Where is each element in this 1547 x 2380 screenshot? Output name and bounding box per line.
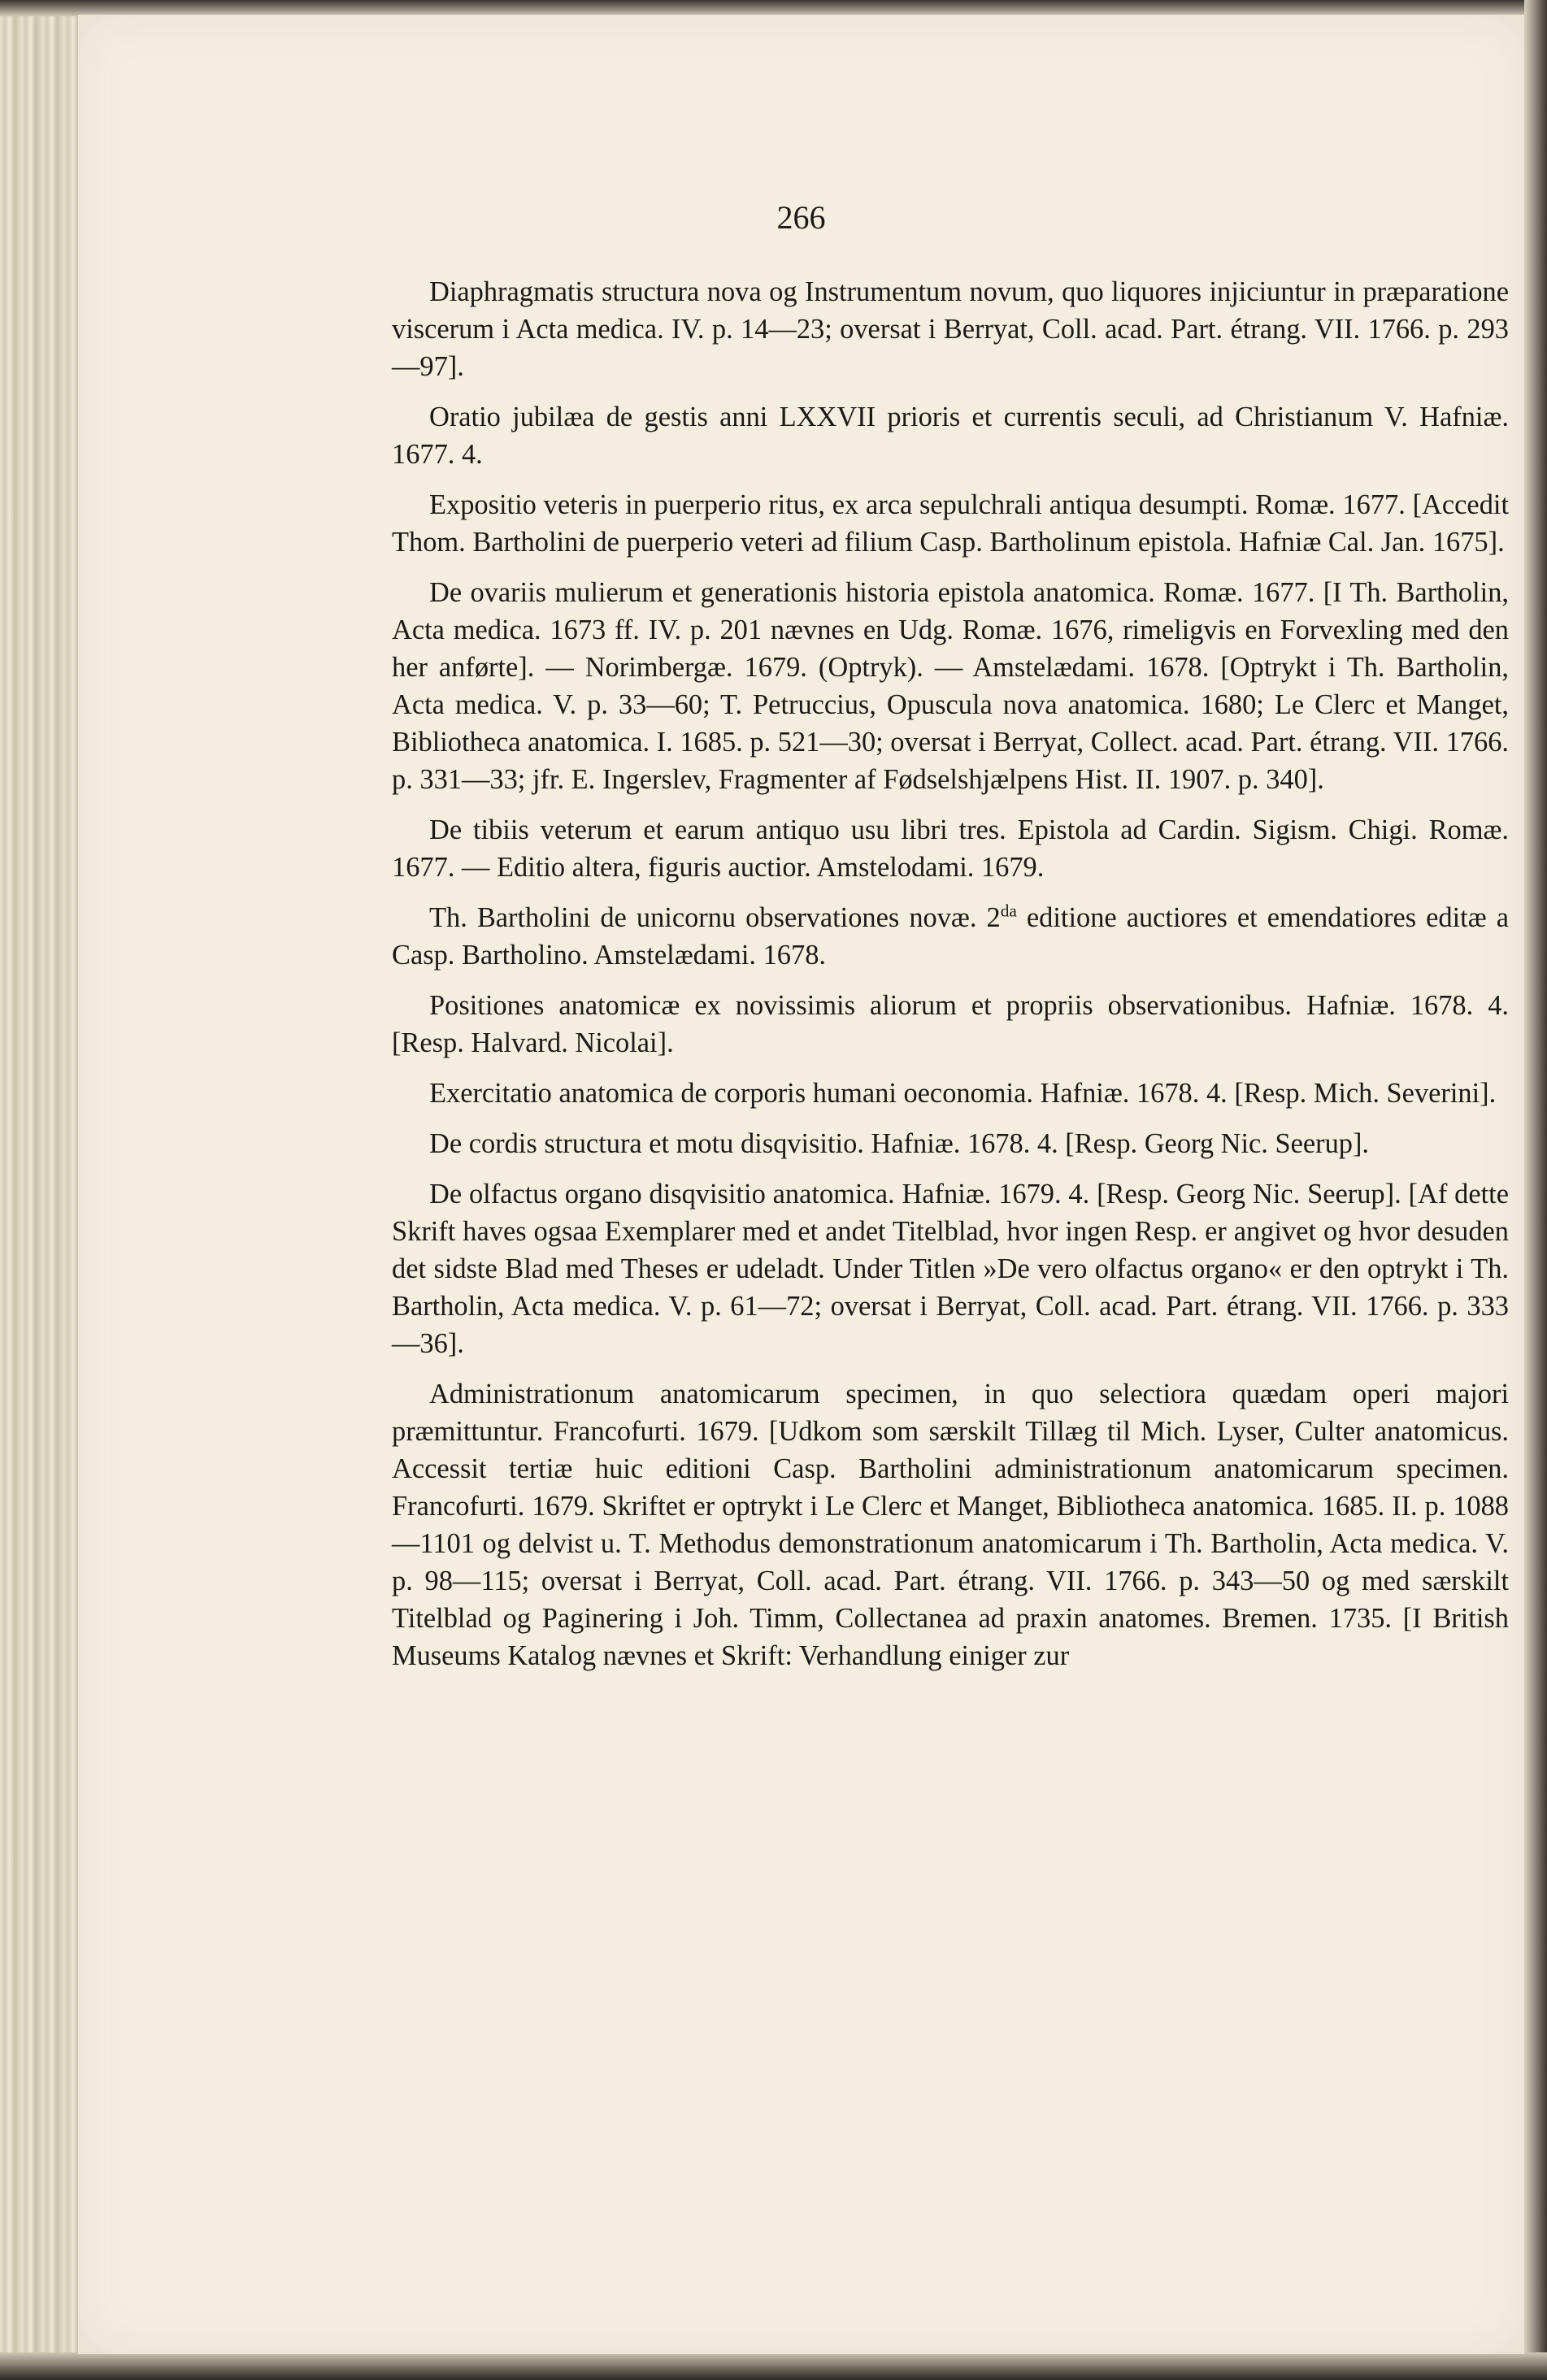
bibliography-entry: De cordis structura et motu disqvisitio. Hafniæ. 1678. 4. [Resp. Georg Nic. Seerup]. [429, 1128, 1370, 1159]
entry-text: Th. Bartholini de unicornu observationes novæ. 2 [429, 902, 1001, 933]
bibliography-entry [392, 899, 1509, 974]
bibliography-entry: Expositio veteris in puerperio ritus, ex arca sepulchrali antiqua desumpti. Romæ. 1677. [Accedit Thom. Bartholini de puerperio veteri ad filium Casp. Bartholinum epistola. Hafniæ Cal. Jan. 1675]. [392, 489, 1509, 558]
bibliography-entry: De ovariis mulierum et generationis historia epistola anatomica. Romæ. 1677. [I Th. Bartholin, Acta medica. 1673 ff. IV. p. 201 nævnes en Udg. Romæ. 1676, rimeligvis en Forvexling med den her anførte]. — Norimbergæ. 1679. (Optryk). — Amstelædami. 1678. [Optrykt i Th. Bartholin, Acta medica. V. p. 33—60; T. Petruccius, Opuscula nova anatomica. 1680; Le Clerc et Manget, Bibliotheca anatomica. I. 1685. p. 521—30; oversat i Berryat, Collect. acad. Part. étrang. VII. 1766. p. 331—33; jfr. E. Ingerslev, Fragmenter af Fødselshjælpens Hist. II. 1907. p. 340]. [392, 577, 1509, 795]
scan-bottom-edge [0, 2352, 1547, 2380]
bibliography-entry: Administrationum anatomicarum specimen, in quo selectiora quædam operi majori præmittuntur. Francofurti. 1679. [Udkom som særskilt Tillæg til Mich. Lyser, Culter anatomicus. Accessit tertiæ huic editioni Casp. Bartholini administrationum anatomicarum specimen. Francofurti. 1679. Skriftet er optrykt i Le Clerc et Manget, Bibliotheca anatomica. 1685. II. p. 1088—1101 og delvist u. T. Methodus demonstrationum anatomicarum i Th. Bartholin, Acta medica. V. p. 98—115; oversat i Berryat, Coll. acad. Part. étrang. VII. 1766. p. 343—50 og med særskilt Titelblad og Paginering i Joh. Timm, Collectanea ad praxin anatomes. Bremen. 1735. [I British Museums Katalog nævnes et Skrift: Verhandlung einiger zur [392, 1379, 1509, 1671]
scan-right-edge [1524, 0, 1547, 2380]
bibliography-entry: Oratio jubilæa de gestis anni LXXVII prioris et currentis seculi, ad Christianum V. Hafniæ. 1677. 4. [392, 402, 1509, 470]
bibliography-entry: De olfactus organo disqvisitio anatomica. Hafniæ. 1679. 4. [Resp. Georg Nic. Seerup]. [Af dette Skrift haves ogsaa Exemplarer med et andet Titelblad, hvor ingen Resp. er angivet og hvor desuden det sidste Blad med Theses er udeladt. Under Titlen »De vero olfactus organo« er den optrykt i Th. Bartholin, Acta medica. V. p. 61—72; oversat i Berryat, Coll. acad. Part. étrang. VII. 1766. p. 333—36]. [392, 1179, 1509, 1359]
bibliography-entry: Exercitatio anatomica de corporis humani oeconomia. Hafniæ. 1678. 4. [Resp. Mich. Severini]. [429, 1078, 1497, 1109]
scan-top-edge [0, 0, 1547, 16]
entry-text: editione auctiores et emendatiores editæ a Casp. Bartholino. Amstelædami. 1678. [392, 902, 1509, 971]
book-page [78, 15, 1524, 2354]
page-number: 266 [776, 199, 826, 236]
bibliography-text [392, 273, 1509, 1687]
superscript-ordinal: da [1000, 901, 1017, 921]
bibliography-entry: Positiones anatomicæ ex novissimis aliorum et propriis observationibus. Hafniæ. 1678. 4. [Resp. Halvard. Nicolai]. [392, 990, 1509, 1058]
bibliography-entry: Diaphragmatis structura nova og Instrumentum novum, quo liquores injiciuntur in præparatione viscerum i Acta medica. IV. p. 14—23; oversat i Berryat, Coll. acad. Part. étrang. VII. 1766. p. 293—97]. [392, 276, 1509, 382]
bibliography-entry: De tibiis veterum et earum antiquo usu libri tres. Epistola ad Cardin. Sigism. Chigi. Romæ. 1677. — Editio altera, figuris auctior. Amstelodami. 1679. [392, 814, 1509, 883]
